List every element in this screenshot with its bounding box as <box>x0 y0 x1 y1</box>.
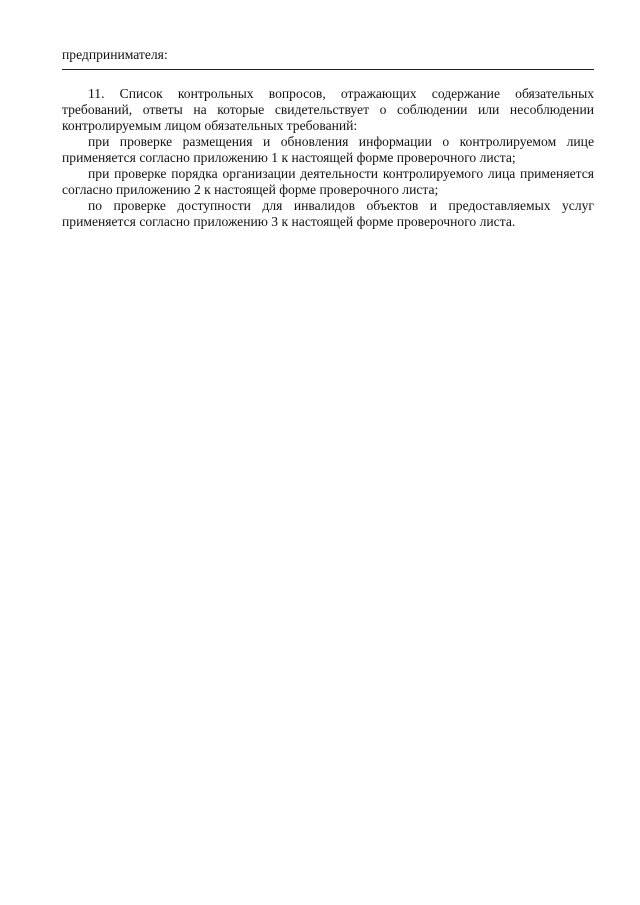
section-11 <box>62 86 594 230</box>
continuation-word: предпринимателя: <box>62 47 168 62</box>
document-page <box>62 47 594 230</box>
paragraph-appendix-1: при проверке размещения и обновления информации о контролируемом лице применяется согласно приложению 1 к настоящей форме проверочного листа; <box>62 134 594 165</box>
blank-fill-line <box>62 69 594 70</box>
paragraph-appendix-3: по проверке доступности для инвалидов объектов и предоставляемых услуг применяется согласно приложению 3 к настоящей форме проверочного листа. <box>62 198 594 229</box>
paragraph-appendix-2: при проверке порядка организации деятельности контролируемого лица применяется согласно приложению 2 к настоящей форме проверочного листа; <box>62 166 594 197</box>
paragraph-11-intro: 11. Список контрольных вопросов, отражающих содержание обязательных требований, ответы на которые свидетельствует о соблюдении или несоблюдении контролируемым лицом обязательных требований: <box>62 86 594 133</box>
